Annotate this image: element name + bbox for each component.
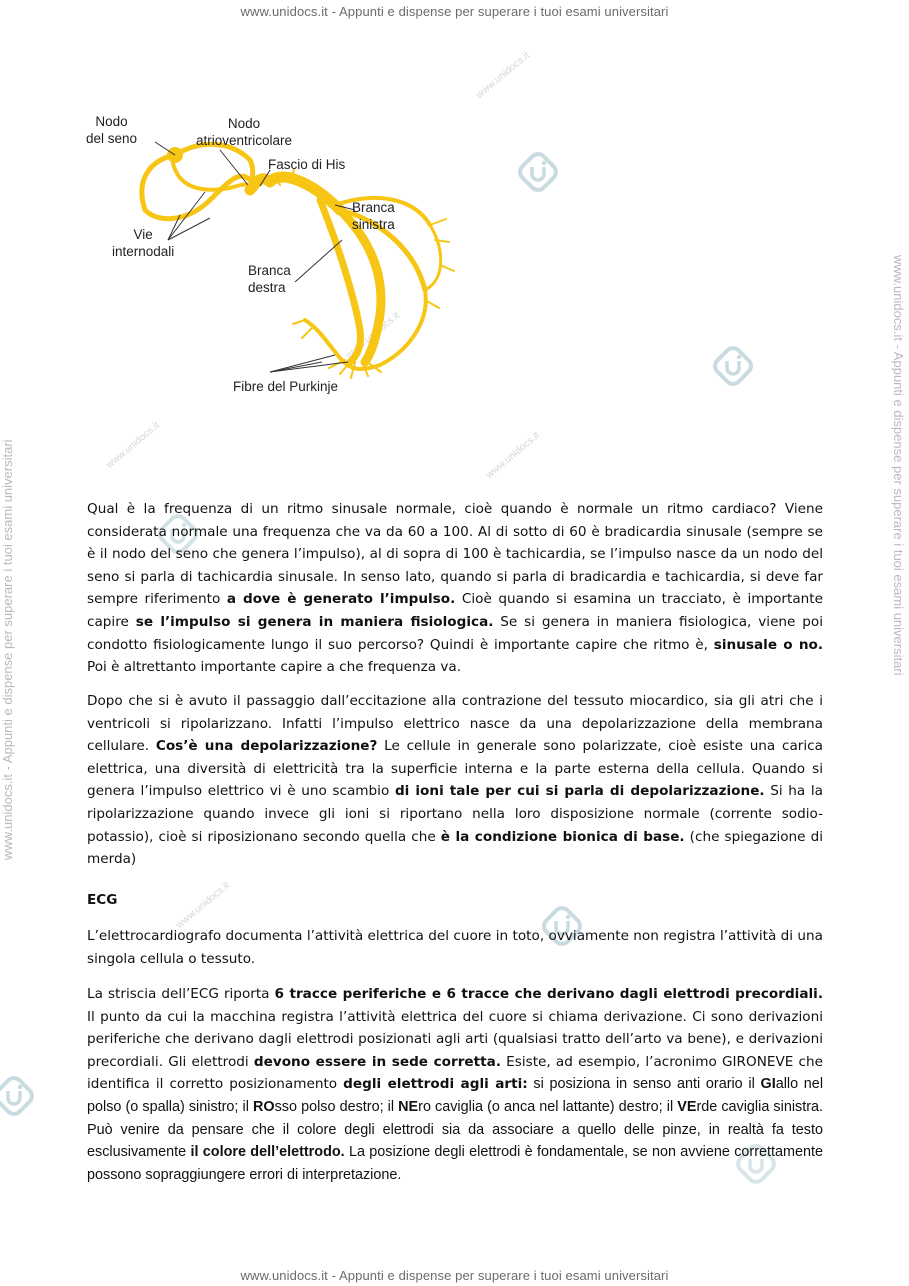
label-branca-destra: Branca destra <box>248 263 291 295</box>
faint-watermark: www.unidocs.it <box>474 50 532 101</box>
paragraph-striscia-ecg <box>87 983 823 1186</box>
bold-text-run: è la condizione bionica di base. <box>440 828 685 845</box>
faint-watermark: www.unidocs.it <box>484 430 542 481</box>
label-nodo-seno: Nodo del seno <box>86 114 138 146</box>
side-watermark-left: www.unidocs.it - Appunti e dispense per superare i tuoi esami universitari <box>0 439 15 860</box>
text-run: Dopo che si è avuto il passaggio dall’eccitazione alla contrazione del tessuto miocardico, sia gli atri che i ventricoli si ripolarizzano. Infatti l’impulso elettrico nasce da una depolarizzazione della membrana cellulare. <box>87 693 823 755</box>
side-watermark-right: www.unidocs.it - Appunti e dispense per superare i tuoi esami universitari <box>891 255 906 676</box>
text-run: Cioè quando si esamina un tracciato, è importante capire <box>87 591 823 630</box>
text-run: Il punto da cui la macchina registra l’attività elettrica del cuore si chiama derivazione. Ci sono derivazioni periferiche che derivano dagli elettrodi posizionati agli arti (qualsiasi tratto dell’arto va bene), e derivazioni precordiali. Gli elettrodi <box>87 1008 823 1070</box>
bold-text-run: Cos’è una depolarizzazione? <box>155 738 378 755</box>
bold-text-run: 6 tracce periferiche e 6 tracce che derivano dagli elettrodi precordiali. <box>274 986 823 1002</box>
page-footer: www.unidocs.it - Appunti e dispense per superare i tuoi esami universitari <box>240 1268 669 1283</box>
text-run: ro caviglia (o anca nel lattante) destro; il <box>418 1098 678 1115</box>
section-heading-ecg: ECG <box>87 892 118 908</box>
faint-watermark: www.unidocs.it <box>174 880 232 931</box>
text-run: La striscia dell’ECG riporta <box>87 986 275 1002</box>
unidocs-logo-icon <box>711 344 755 388</box>
faint-watermark: www.unidocs.it <box>104 420 162 471</box>
text-run: Poi è altrettanto importante capire a che frequenza va. <box>87 659 462 676</box>
text-run: Qual è la frequenza di un ritmo sinusale normale, cioè quando è normale un ritmo cardiaco? Viene considerata normale una frequenza che va da 60 a 100. Al di sotto di 60 è bradicardia sinusale (sempre se è il nodo del seno che genera l’impulso), al di sopra di 100 è tachicardia, se l’impulso nasce da un nodo del seno si parla di tachicardia sinusale. In senso lato, quando si parla di bradicardia e tachicardia, si deve far sempre riferimento <box>87 501 823 608</box>
text-run: Si ha la ripolarizzazione quando invece gli ioni si riportano nella loro disposizione normale (corrente sodio-potassio), cioè si riposizionano secondo quella che <box>87 783 824 845</box>
bold-text-run: sinusale o no. <box>713 636 823 653</box>
bold-text-run: devono essere in sede corretta. <box>253 1053 501 1070</box>
faint-watermark: www.unidocs.it <box>344 310 402 361</box>
unidocs-logo-icon <box>0 1074 36 1118</box>
bold-text-run: GI <box>760 1076 776 1093</box>
bold-text-run: NE <box>398 1098 419 1115</box>
text-run: (che spiegazione di merda) <box>87 828 823 868</box>
label-nodo-atrioventricolare: Nodo atrioventricolare <box>196 116 293 148</box>
label-fascio-his: Fascio di His <box>268 157 346 172</box>
text-run: sso polso destro; il <box>274 1098 399 1115</box>
text-run: allo nel polso (o spalla) sinistro; il <box>87 1076 824 1115</box>
bold-text-run: a dove è generato l’impulso. <box>226 591 456 608</box>
paragraph-ritmo-sinusale <box>87 498 823 679</box>
text-run: L’elettrocardiografo documenta l’attività elettrica del cuore in toto, ovviamente non registra l’attività di una singola cellula o tessuto. <box>87 928 823 967</box>
paragraph-elettrocardiografo <box>87 925 823 970</box>
label-fibre-purkinje: Fibre del Purkinje <box>233 379 339 394</box>
bold-text-run: di ioni tale per cui si parla di depolarizzazione. <box>394 783 765 800</box>
paragraph-depolarizzazione <box>87 690 823 871</box>
text-run: La posizione degli elettrodi è fondamentale, se non avviene correttamente possono sopraggiungere errori di interpretazione. <box>87 1144 823 1183</box>
text-run: Esiste, ad esempio, l’acronimo GIRONEVE che identifica il corretto posizionamento <box>87 1053 823 1093</box>
page-header: www.unidocs.it - Appunti e dispense per superare i tuoi esami universitari <box>240 4 669 19</box>
text-run: si posiziona in senso anti orario il <box>527 1076 761 1093</box>
unidocs-logo-icon <box>516 150 560 194</box>
label-vie-internodali: Vie internodali <box>112 227 175 259</box>
bold-text-run: il colore dell’elettrodo. <box>190 1144 345 1161</box>
bold-text-run: se l’impulso si genera in maniera fisiologica. <box>135 613 494 630</box>
bold-text-run: degli elettrodi agli arti: <box>343 1076 528 1093</box>
bold-text-run: VE <box>677 1098 697 1115</box>
label-branca-sinistra: Branca sinistra <box>352 200 395 232</box>
text-run: Le cellule in generale sono polarizzate, cioè esiste una carica elettrica, una diversità di elettricità tra la superficie interna e la parte esterna della cellula. Quando si genera l’impulso elettrico vi è uno scambio <box>87 738 823 800</box>
text-run: Se si genera in maniera fisiologica, viene poi condotto fisiologicamente lungo il suo percorso? Quindi è importante capire che ritmo è, <box>87 613 824 653</box>
conduction-system-diagram <box>80 100 460 400</box>
bold-text-run: RO <box>253 1098 275 1115</box>
text-run: rde caviglia sinistra. Può venire da pensare che il colore degli elettrodi sia da associare a quello delle pinze, in realtà fa testo esclusivamente <box>87 1098 824 1161</box>
